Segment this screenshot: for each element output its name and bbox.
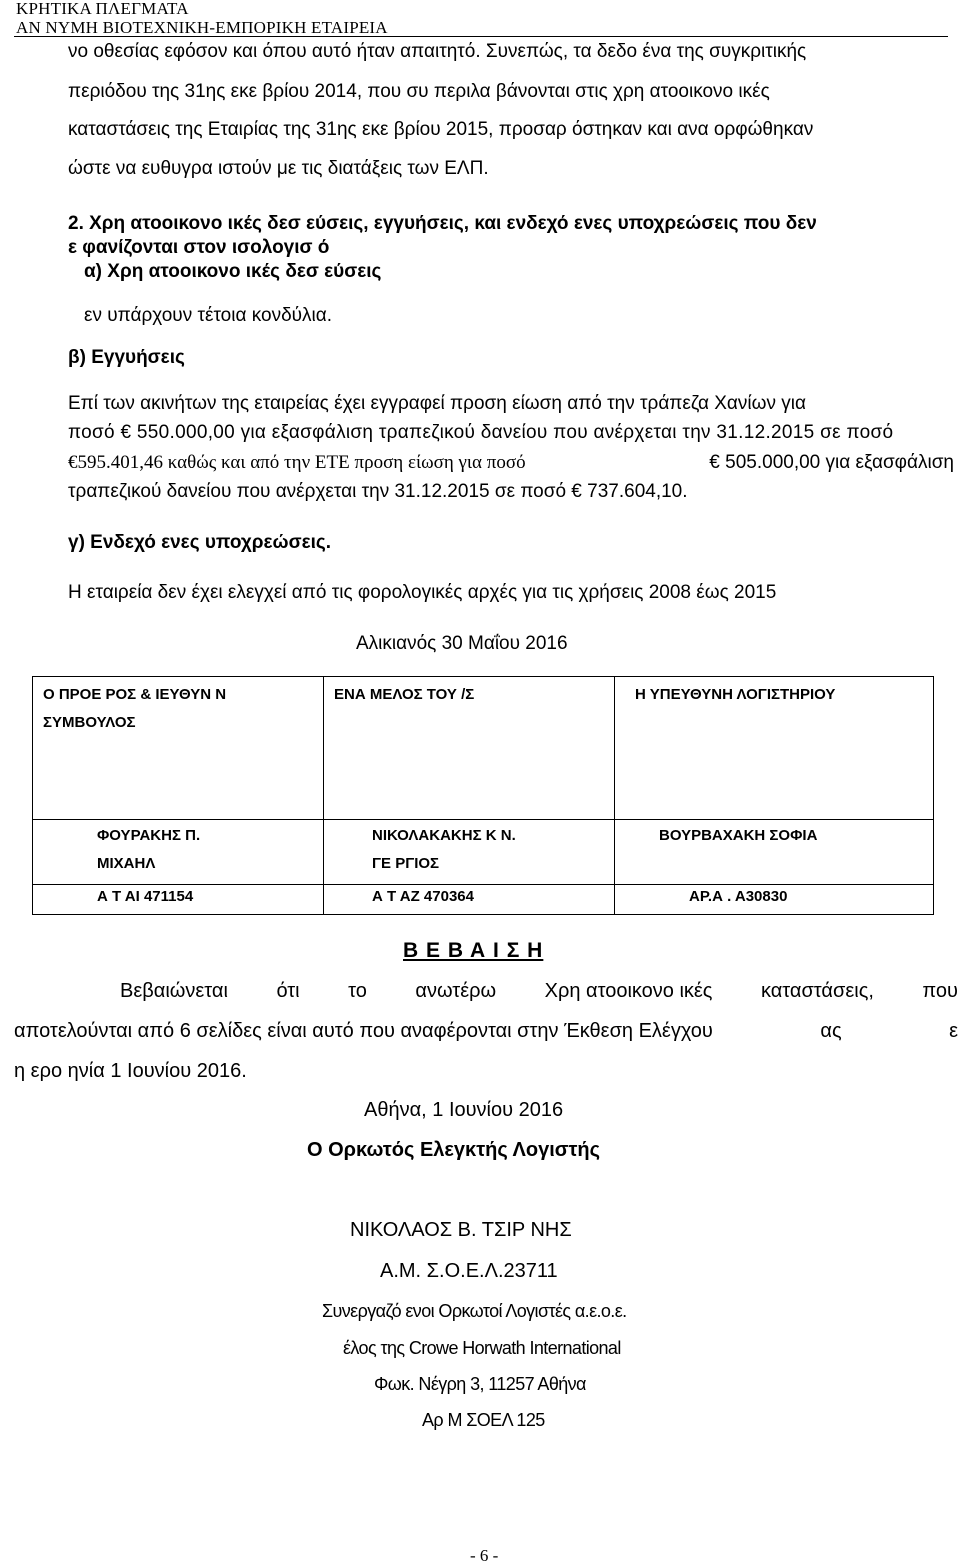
name-cell-accountant: [615, 820, 934, 885]
ceo-title-cont: ΣΥΜΒΟΥΛΟΣ: [43, 714, 136, 731]
page-number: - 6 -: [470, 1546, 499, 1565]
cert-word-1: Βεβαιώνεται: [120, 980, 228, 1002]
accountant-id: ΑΡ.Α . Α30830: [689, 888, 788, 905]
id-cell-accountant: [615, 885, 934, 915]
certification-line-1: [120, 980, 958, 1003]
text-b-line-3-part-b: € 505.000,00 για εξασφάλιση: [709, 452, 954, 473]
signatures-id-row: [33, 885, 934, 915]
cert-word-3: το: [348, 980, 367, 1002]
name-cell-board-member: [324, 820, 615, 885]
intro-line-2: περιόδου της 31ης εκε βρίου 2014, που συ περιλα βάνονται στις χρη ατοοικονο ικές: [68, 81, 770, 102]
signatures-names-row: [33, 820, 934, 885]
auditor-registration: Α.Μ. Σ.Ο.Ε.Λ.23711: [380, 1260, 558, 1282]
auditor-name: ΝΙΚΟΛΑΟΣ Β. ΤΣΙΡ ΝΗΣ: [350, 1219, 572, 1241]
company-name: ΚΡΗΤΙΚΑ ΠΛΕΓΜΑΤΑ: [16, 0, 189, 18]
cert-line-2-word-b: ε: [949, 1020, 958, 1042]
id-cell-board-member: [324, 885, 615, 915]
signature-cell-accountant: [615, 677, 934, 820]
section-2-heading-cont: ε φανίζονται στον ισολογισ ό: [68, 237, 330, 258]
subheading-c: γ) Ενδεχό ενες υποχρεώσεις.: [68, 532, 332, 553]
ceo-title: Ο ΠΡΟΕ ΡΟΣ & ΙΕΥΘΥΝ Ν: [43, 686, 227, 703]
name-cell-ceo: [33, 820, 324, 885]
subheading-a: α) Χρη ατοοικονο ικές δεσ εύσεις: [84, 261, 382, 282]
certification-place-date: Αθήνα, 1 Ιουνίου 2016: [364, 1099, 564, 1121]
auditor-title: Ο Ορκωτός Ελεγκτής Λογιστής: [307, 1139, 601, 1161]
text-b-line-1: [68, 393, 954, 415]
intro-line-1: νο οθεσίας εφόσον και όπου αυτό ήταν απαιτητό. Συνεπώς, τα δεδο ένα της συγκριτικής: [68, 41, 807, 62]
certification-title: Β Ε Β Α Ι Σ Η: [403, 939, 544, 962]
cert-line-2-word-a: ας: [820, 1020, 842, 1042]
ceo-id: Α Τ ΑΙ 471154: [97, 888, 194, 905]
text-b-line-3: [68, 452, 954, 474]
board-member-title: ΕΝΑ ΜΕΛΟΣ ΤΟΥ /Σ: [334, 686, 475, 703]
cert-word-6: καταστάσεις,: [760, 980, 874, 1002]
signatures-table: [32, 676, 934, 915]
cert-line-2-main: αποτελούνται από 6 σελίδες είναι αυτό που αναφέρονται στην Έκθεση Ελέγχου: [14, 1020, 713, 1042]
cert-word-4: ανωτέρω: [415, 980, 497, 1002]
cert-word-7: που: [922, 980, 958, 1002]
text-b-line-1-text: Επί των ακινήτων της εταιρείας έχει εγγραφεί προση είωση από την τράπεζα Χανίων για: [68, 393, 806, 414]
board-member-surname: ΝΙΚΟΛΑΚΑΚΗΣ Κ Ν.: [372, 827, 516, 844]
place-date: Αλικιανός 30 Μαΐου 2016: [356, 633, 568, 654]
audit-firm-address: Φωκ. Νέγρη 3, 11257 Αθήνα: [374, 1374, 586, 1394]
intro-line-4: ώστε να ευθυγρα ιστούν με τις διατάξεις των ΕΛΠ.: [68, 158, 489, 179]
signatures-header-row: [33, 677, 934, 820]
audit-firm-network: έλος της Crowe Horwath International: [343, 1338, 621, 1358]
audit-firm-registration: Αρ Μ ΣΟΕΛ 125: [422, 1410, 545, 1430]
board-member-id: Α Τ ΑΖ 470364: [372, 888, 474, 905]
section-2-heading: 2. Χρη ατοοικονο ικές δεσ εύσεις, εγγυήσεις, και ενδεχό ενες υποχρεώσεις που δεν: [68, 213, 817, 234]
header-divider: [14, 36, 948, 37]
text-b-line-2: ποσό € 550.000,00 για εξασφάλιση τραπεζικού δανείου που ανέρχεται την 31.12.2015 σε ποσό: [68, 422, 894, 443]
signature-cell-board-member: [324, 677, 615, 820]
accountant-title: Η ΥΠΕΥΘΥΝΗ ΛΟΓΙΣΤΗΡΙΟΥ: [635, 686, 836, 703]
audit-firm-name: Συνεργαζό ενοι Ορκωτοί Λογιστές α.ε.ο.ε.: [322, 1301, 627, 1321]
ceo-firstname: ΜΙΧΑΗΛ: [97, 855, 156, 872]
text-b-line-4: τραπεζικού δανείου που ανέρχεται την 31.12.2015 σε ποσό € 737.604,10.: [68, 481, 688, 502]
signature-cell-ceo: [33, 677, 324, 820]
cert-word-5: Χρη ατοοικονο ικές: [544, 980, 713, 1002]
id-cell-ceo: [33, 885, 324, 915]
certification-line-3: η ερο ηνία 1 Ιουνίου 2016.: [14, 1060, 247, 1082]
text-c: Η εταιρεία δεν έχει ελεγχεί από τις φορολογικές αρχές για τις χρήσεις 2008 έως 2015: [68, 582, 777, 603]
subheading-b: β) Εγγυήσεις: [68, 347, 185, 368]
intro-line-3: καταστάσεις της Εταιρίας της 31ης εκε βρίου 2015, προσαρ όστηκαν και ανα ορφώθηκαν: [68, 119, 814, 140]
company-type: ΑΝ ΝΥΜΗ ΒΙΟΤΕΧΝΙΚΗ-ΕΜΠΟΡΙΚΗ ΕΤΑΙΡΕΙΑ: [16, 18, 388, 37]
text-b-line-3-part-a: €595.401,46 καθώς και από την ΕΤΕ προση είωση για ποσό: [68, 452, 526, 473]
accountant-name: ΒΟΥΡΒΑΧΑΚΗ ΣΟΦΙΑ: [659, 827, 818, 844]
cert-word-2: ότι: [276, 980, 300, 1002]
text-a: εν υπάρχουν τέτοια κονδύλια.: [84, 305, 333, 326]
board-member-firstname: ΓΕ ΡΓΙΟΣ: [372, 855, 440, 872]
ceo-surname: ΦΟΥΡΑΚΗΣ Π.: [97, 827, 201, 844]
certification-line-2: [14, 1020, 958, 1043]
